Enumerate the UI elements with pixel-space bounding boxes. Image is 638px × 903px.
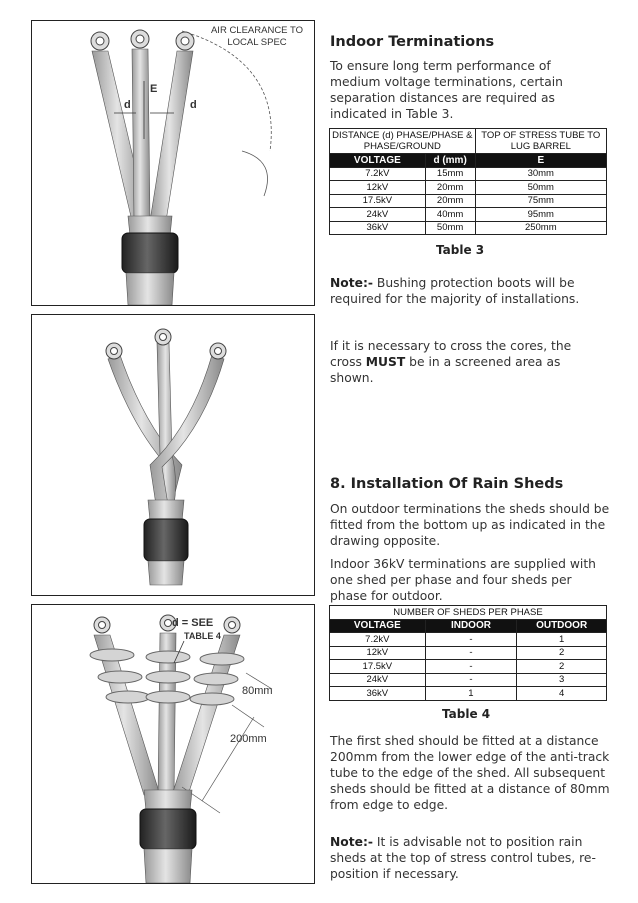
- dimension-d-left-label: d: [124, 99, 131, 111]
- table-row: [330, 687, 607, 701]
- table-cell: 1: [425, 687, 517, 701]
- d-see-table-label-2: TABLE 4: [184, 631, 221, 641]
- table-row: [330, 660, 607, 674]
- rain-sheds-note: [330, 834, 610, 882]
- table4-col-indoor: INDOOR: [425, 619, 517, 633]
- table-cell: 2: [517, 660, 607, 674]
- table-cell: 20mm: [425, 181, 475, 195]
- bushing-note: [330, 275, 610, 307]
- table-cell: 30mm: [475, 167, 606, 181]
- table-cell: 15mm: [425, 167, 475, 181]
- table-cell: 50mm: [475, 181, 606, 195]
- table-cell: 24kV: [330, 673, 426, 687]
- cross-text-post: be in a screened area as shown.: [330, 355, 561, 385]
- note-text: Bushing protection boots will be required for the majority of installations.: [330, 276, 580, 306]
- table-cell: 1: [517, 633, 607, 647]
- rain-sheds-paragraph-1: On outdoor terminations the sheds should be fitted from the bottom up as indicated in the drawing opposite.: [330, 502, 610, 548]
- air-clearance-label: AIR CLEARANCE TO LOCAL SPEC: [210, 25, 304, 48]
- cross-text-must: MUST: [365, 355, 406, 369]
- figure-crossed-cores: [31, 314, 315, 596]
- table3-col-e: E: [475, 154, 606, 168]
- table3-col-d: d (mm): [425, 154, 475, 168]
- table3-caption: Table 3: [436, 243, 485, 257]
- table-3: [329, 128, 607, 235]
- rain-sheds-drawing: [32, 605, 314, 883]
- table-cell: -: [425, 646, 517, 660]
- note-text: It is advisable not to position rain sheds at the top of stress control tubes, re-position if necessary.: [330, 835, 596, 881]
- table4-title: NUMBER OF SHEDS PER PHASE: [330, 606, 607, 620]
- dimension-d-right-label: d: [190, 99, 197, 111]
- dimension-200mm-label: 200mm: [230, 733, 267, 745]
- table-row: [330, 646, 607, 660]
- table-cell: -: [425, 660, 517, 674]
- table-row: [330, 181, 607, 195]
- table-cell: 7.2kV: [330, 167, 426, 181]
- table-cell: 40mm: [425, 208, 475, 222]
- table-cell: 7.2kV: [330, 633, 426, 647]
- table-row: [330, 673, 607, 687]
- figure-indoor-termination: [31, 20, 315, 306]
- indoor-paragraph: To ensure long term performance of medium voltage terminations, certain separation distances are required as indicated in Table 3.: [330, 59, 563, 121]
- dimension-e-label: E: [150, 83, 158, 95]
- rain-sheds-paragraph-3: The first shed should be fitted at a distance 200mm from the lower edge of the anti-track tube to the edge of the shed. All subsequent sheds should be fitted at a distance of 80mm from edge to edge.: [330, 734, 610, 812]
- table-cell: 17.5kV: [330, 660, 426, 674]
- table-cell: 95mm: [475, 208, 606, 222]
- table-cell: 50mm: [425, 221, 475, 235]
- rain-sheds-paragraph-2: Indoor 36kV terminations are supplied with one shed per phase and four sheds per phase for outdoor.: [330, 557, 596, 603]
- table-cell: 12kV: [330, 646, 426, 660]
- note-label: Note:-: [330, 835, 373, 849]
- table-row: [330, 208, 607, 222]
- d-see-table-label: d = SEE: [172, 617, 214, 629]
- table-4: [329, 605, 607, 701]
- table-cell: 2: [517, 646, 607, 660]
- table-cell: 36kV: [330, 687, 426, 701]
- cross-cores-paragraph: [330, 338, 600, 386]
- table-row: [330, 167, 607, 181]
- indoor-heading: Indoor Terminations: [330, 34, 495, 50]
- note-label: Note:-: [330, 276, 373, 290]
- table-cell: 17.5kV: [330, 194, 426, 208]
- table-cell: 75mm: [475, 194, 606, 208]
- table-cell: -: [425, 633, 517, 647]
- table4-col-voltage: VOLTAGE: [330, 619, 426, 633]
- table-row: [330, 194, 607, 208]
- table3-header-top: TOP OF STRESS TUBE TO LUG BARREL: [475, 129, 606, 154]
- table-cell: 12kV: [330, 181, 426, 195]
- table-cell: 250mm: [475, 221, 606, 235]
- cross-text-pre: If it is necessary to cross the cores, the cross: [330, 339, 572, 369]
- figure-rain-sheds: [31, 604, 315, 884]
- table4-caption: Table 4: [442, 707, 491, 721]
- table-row: [330, 633, 607, 647]
- table-cell: 3: [517, 673, 607, 687]
- dimension-80mm-label: 80mm: [242, 685, 273, 697]
- indoor-termination-drawing: [32, 21, 314, 305]
- table-cell: -: [425, 673, 517, 687]
- table-cell: 36kV: [330, 221, 426, 235]
- table-cell: 24kV: [330, 208, 426, 222]
- rain-sheds-heading: 8. Installation Of Rain Sheds: [330, 476, 564, 492]
- table-cell: 4: [517, 687, 607, 701]
- table4-col-outdoor: OUTDOOR: [517, 619, 607, 633]
- table-cell: 20mm: [425, 194, 475, 208]
- table3-header-distance: DISTANCE (d) PHASE/PHASE & PHASE/GROUND: [330, 129, 476, 154]
- table-row: [330, 221, 607, 235]
- crossed-cores-drawing: [32, 315, 314, 595]
- table3-col-voltage: VOLTAGE: [330, 154, 426, 168]
